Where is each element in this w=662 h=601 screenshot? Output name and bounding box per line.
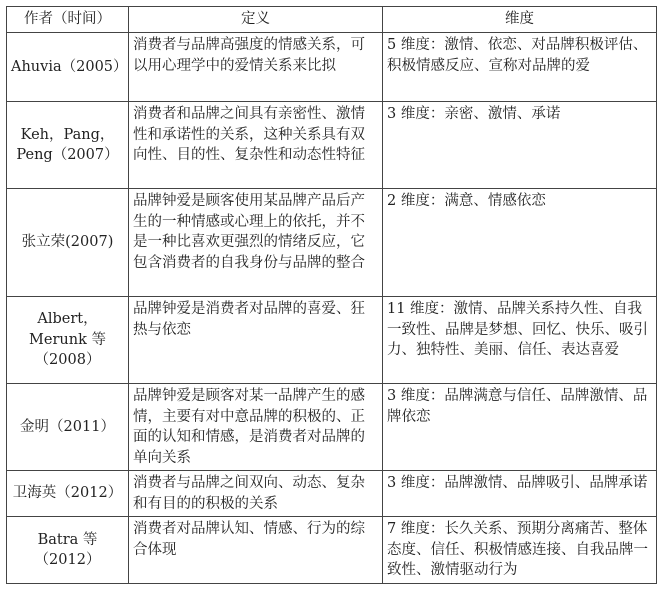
dimension-cell: 3 维度：品牌激情、品牌吸引、品牌承诺 [383, 471, 657, 517]
author-cell: Batra 等（2012） [7, 517, 129, 584]
author-cell: 卫海英（2012） [7, 471, 129, 517]
author-cell: Ahuvia（2005） [7, 33, 129, 102]
definition-cell: 品牌钟爱是消费者对品牌的喜爱、狂热与依恋 [129, 297, 383, 384]
brand-love-table [6, 6, 657, 584]
table-row [7, 517, 657, 584]
dimension-cell: 7 维度：长久关系、预期分离痛苦、整体态度、信任、积极情感连接、自我品牌一致性、激情驱动行为 [383, 517, 657, 584]
table-header-row [7, 7, 657, 33]
header-author: 作者（时间） [7, 7, 129, 33]
definition-cell: 消费者对品牌认知、情感、行为的综合体现 [129, 517, 383, 584]
header-dimension: 维度 [383, 7, 657, 33]
dimension-cell: 11 维度：激情、品牌关系持久性、自我一致性、品牌是梦想、回忆、快乐、吸引力、独特性、美丽、信任、表达喜爱 [383, 297, 657, 384]
author-cell: Albert，Merunk 等（2008） [7, 297, 129, 384]
definition-cell: 消费者与品牌之间双向、动态、复杂和有目的的积极的关系 [129, 471, 383, 517]
table-row [7, 33, 657, 102]
author-cell: 金明（2011） [7, 384, 129, 471]
table-row [7, 297, 657, 384]
table-row [7, 384, 657, 471]
table-row [7, 471, 657, 517]
definition-cell: 品牌钟爱是顾客对某一品牌产生的感情，主要有对中意品牌的积极的、正面的认知和情感，是消费者对品牌的单向关系 [129, 384, 383, 471]
definition-cell: 品牌钟爱是顾客使用某品牌产品后产生的一种情感或心理上的依托，并不是一种比喜欢更强烈的情绪反应，它包含消费者的自我身份与品牌的整合 [129, 189, 383, 297]
definition-cell: 消费者和品牌之间具有亲密性、激情性和承诺性的关系，这种关系具有双向性、目的性、复杂性和动态性特征 [129, 102, 383, 189]
dimension-cell: 2 维度：满意、情感依恋 [383, 189, 657, 297]
table-row [7, 102, 657, 189]
dimension-cell: 3 维度：亲密、激情、承诺 [383, 102, 657, 189]
definition-cell: 消费者与品牌高强度的情感关系，可以用心理学中的爱情关系来比拟 [129, 33, 383, 102]
dimension-cell: 5 维度：激情、依恋、对品牌积极评估、积极情感反应、宣称对品牌的爱 [383, 33, 657, 102]
header-definition: 定义 [129, 7, 383, 33]
author-cell: 张立荣(2007) [7, 189, 129, 297]
dimension-cell: 3 维度：品牌满意与信任、品牌激情、品牌依恋 [383, 384, 657, 471]
table-row [7, 189, 657, 297]
author-cell: Keh，Pang，Peng（2007） [7, 102, 129, 189]
